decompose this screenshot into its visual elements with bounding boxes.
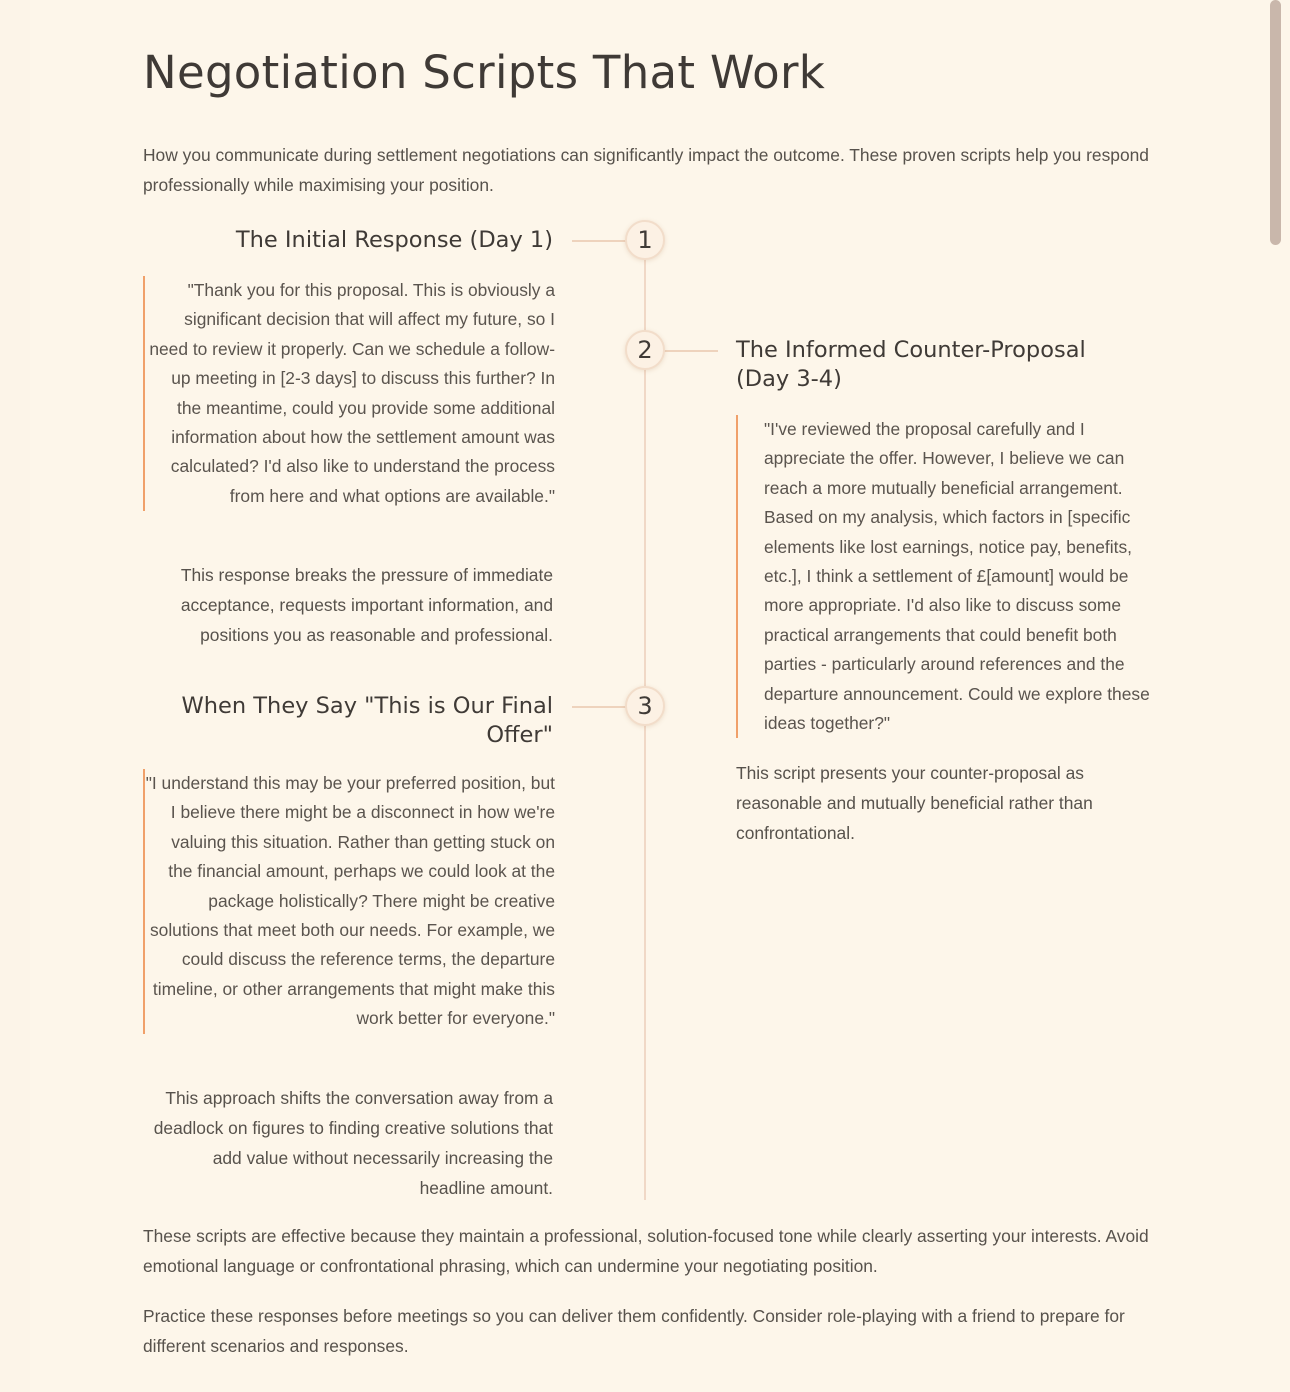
scrollbar[interactable] — [1260, 0, 1290, 1392]
outro-paragraph-1: These scripts are effective because they maintain a professional, solution-focused tone while clearly asserting your interests. Avoid emotional language or confrontational phrasing, which can undermine your negotiating position. — [143, 1226, 1149, 1276]
step-3-connector — [572, 706, 627, 708]
outro-paragraph-2: Practice these responses before meetings so you can deliver them confidently. Consider role-playing with a friend to prepare for different scenarios and responses. — [143, 1306, 1125, 1356]
step-1-number: 1 — [625, 220, 665, 260]
step-3-note: This approach shifts the conversation away from a deadlock on figures to finding creative solutions that add value without necessarily increasing the headline amount. — [153, 1088, 553, 1198]
step-1-note: This response breaks the pressure of immediate acceptance, requests important information, and positions you as reasonable and professional. — [180, 565, 553, 645]
intro-paragraph: How you communicate during settlement negotiations can significantly impact the outcome. These proven scripts help you respond professionally while maximising your position. — [143, 145, 1149, 195]
step-1-quote: "Thank you for this proposal. This is obviously a significant decision that will affect my future, so I need to review it properly. Can we schedule a follow-up meeting in [2-3 days] to discuss this further? In the meantime, could you provide some additional information about how the settlement amount was calculated? I'd also like to understand the process from here and what options are available." — [143, 276, 555, 511]
step-2-title: The Informed Counter-Proposal (Day 3-4) — [736, 337, 1086, 392]
step-1-connector — [572, 240, 627, 242]
step-2-connector — [664, 350, 718, 352]
step-1-title: The Initial Response (Day 1) — [235, 227, 553, 253]
scrollbar-thumb[interactable] — [1270, 0, 1281, 245]
step-3-quote: "I understand this may be your preferred position, but I believe there might be a disconnect in how we're valuing this situation. Rather than getting stuck on the financial amount, perhaps we could look at the package holistically? There might be creative solutions that meet both our needs. For example, we could discuss the reference terms, the departure timeline, or other arrangements that might make this work better for everyone." — [143, 769, 555, 1034]
step-2-note: This script presents your counter-proposal as reasonable and mutually beneficial rather than confrontational. — [736, 763, 1093, 843]
step-2-number: 2 — [625, 330, 665, 370]
step-3-title: When They Say "This is Our Final Offer" — [181, 693, 553, 748]
step-3-number: 3 — [625, 686, 665, 726]
page-title: Negotiation Scripts That Work — [143, 46, 826, 99]
step-2-quote: "I've reviewed the proposal carefully and I appreciate the offer. However, I believe we can reach a more mutually beneficial arrangement. Based on my analysis, which factors in [specific elements like lost earnings, notice pay, benefits, etc.], I think a settlement of £[amount] would be more appropriate. I'd also like to discuss some practical arrangements that could benefit both parties - particularly around references and the departure announcement. Could we explore these ideas together?" — [736, 415, 1158, 738]
